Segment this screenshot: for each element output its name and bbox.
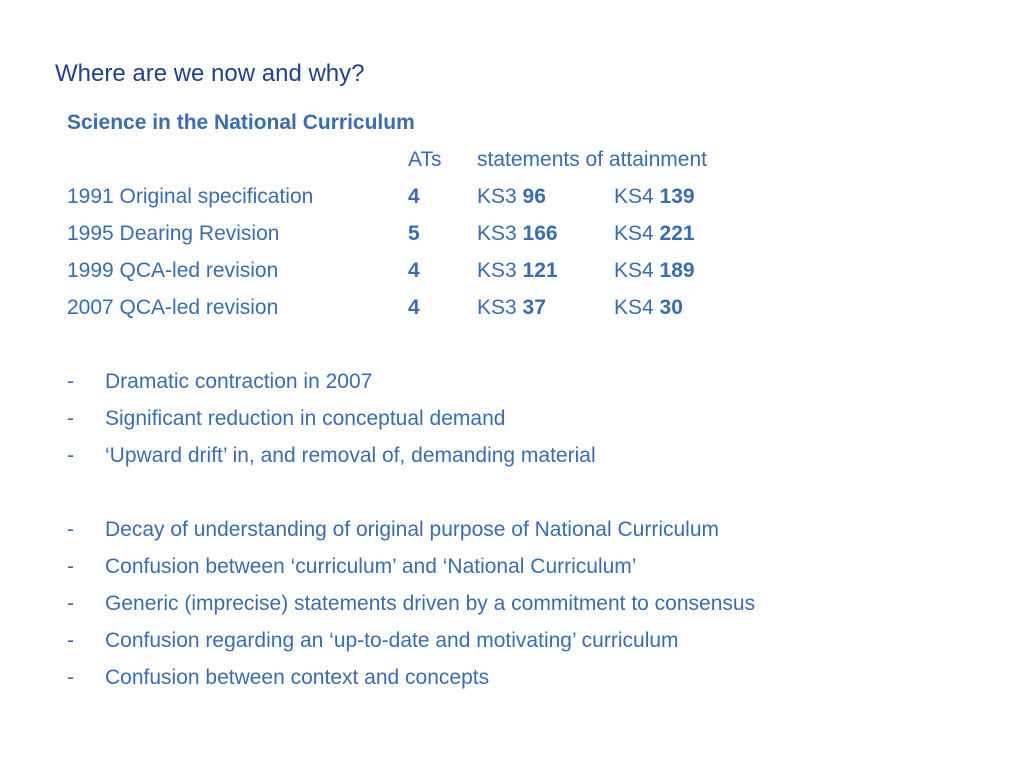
- bullet-item: [67, 437, 997, 474]
- ks3-value: 96: [522, 185, 546, 208]
- ats-value: 5: [408, 222, 420, 245]
- spacer: [67, 474, 997, 511]
- ks4-value: 221: [659, 222, 695, 245]
- bullet-text: Significant reduction in conceptual demand: [105, 407, 506, 430]
- bullet-marker: -: [67, 407, 74, 430]
- ks3-cell: [477, 215, 558, 252]
- ks4-cell: [614, 252, 695, 289]
- bullet-marker: -: [67, 518, 74, 541]
- ks3-cell: [477, 252, 558, 289]
- bullet-text: Generic (imprecise) statements driven by a commitment to consensus: [105, 592, 756, 615]
- bullet-marker: -: [67, 629, 74, 652]
- bullet-item: [67, 363, 997, 400]
- table-row: [67, 289, 997, 326]
- bullet-item: [67, 585, 997, 622]
- row-label: 1991 Original specification: [67, 185, 314, 208]
- bullet-marker: -: [67, 370, 74, 393]
- bullet-marker: -: [67, 444, 74, 467]
- ks3-value: 37: [522, 296, 546, 319]
- ks3-prefix: KS3: [477, 222, 517, 245]
- bullet-item: [67, 511, 997, 548]
- column-header-statements: statements of attainment: [477, 148, 707, 171]
- bullet-item: [67, 400, 997, 437]
- ks3-value: 166: [522, 222, 558, 245]
- ks4-cell: [614, 215, 695, 252]
- ks4-value: 30: [659, 296, 683, 319]
- ats-value: 4: [408, 296, 420, 319]
- table-row: [67, 178, 997, 215]
- table-row: [67, 215, 997, 252]
- bullet-text: Decay of understanding of original purpose of National Curriculum: [105, 518, 720, 541]
- ks4-prefix: KS4: [614, 296, 654, 319]
- bullet-text: Confusion regarding an ‘up-to-date and motivating’ curriculum: [105, 629, 679, 652]
- ks3-value: 121: [522, 259, 558, 282]
- row-label: 2007 QCA-led revision: [67, 296, 279, 319]
- ks4-value: 189: [659, 259, 695, 282]
- bullet-item: [67, 622, 997, 659]
- bullet-text: Confusion between context and concepts: [105, 666, 490, 689]
- ks3-prefix: KS3: [477, 296, 517, 319]
- bullet-marker: -: [67, 555, 74, 578]
- bullet-marker: -: [67, 592, 74, 615]
- table-row: [67, 252, 997, 289]
- ks3-cell: [477, 178, 546, 215]
- bullet-text: Dramatic contraction in 2007: [105, 370, 373, 393]
- slide-title: Where are we now and why?: [55, 60, 365, 87]
- bullet-text: ‘Upward drift’ in, and removal of, demanding material: [105, 444, 596, 467]
- ks3-prefix: KS3: [477, 259, 517, 282]
- ks4-value: 139: [659, 185, 695, 208]
- row-label: 1999 QCA-led revision: [67, 259, 279, 282]
- column-header-ats: ATs: [408, 148, 442, 171]
- ats-value: 4: [408, 259, 420, 282]
- ks4-cell: [614, 178, 695, 215]
- bullet-item: [67, 548, 997, 585]
- ks4-prefix: KS4: [614, 259, 654, 282]
- bullet-marker: -: [67, 666, 74, 689]
- ks4-prefix: KS4: [614, 185, 654, 208]
- ks4-prefix: KS4: [614, 222, 654, 245]
- slide-content: [67, 104, 997, 696]
- row-label: 1995 Dearing Revision: [67, 222, 280, 245]
- spacer: [67, 326, 997, 363]
- bullet-text: Confusion between ‘curriculum’ and ‘National Curriculum’: [105, 555, 637, 578]
- ks3-prefix: KS3: [477, 185, 517, 208]
- table-header-row: [67, 141, 997, 178]
- ats-value: 4: [408, 185, 420, 208]
- section-heading: Science in the National Curriculum: [67, 111, 415, 134]
- ks3-cell: [477, 289, 546, 326]
- ks4-cell: [614, 289, 683, 326]
- bullet-item: [67, 659, 997, 696]
